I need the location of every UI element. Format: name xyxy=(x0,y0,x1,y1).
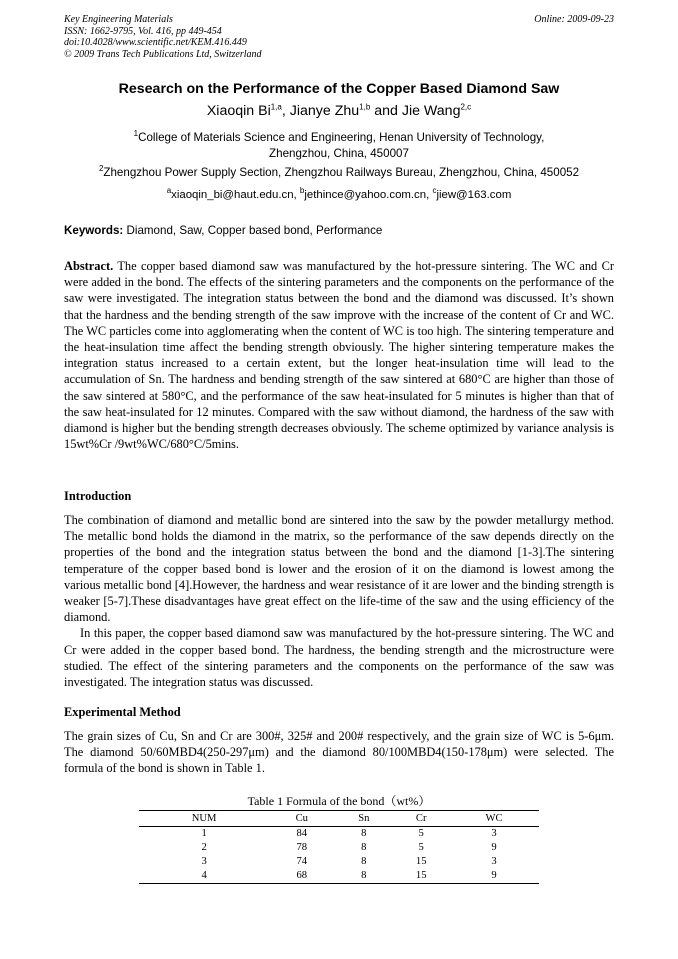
email-address[interactable]: jiew@163.com xyxy=(436,189,512,201)
experimental-heading: Experimental Method xyxy=(64,705,181,719)
table-cell: 8 xyxy=(334,869,393,884)
table-row xyxy=(139,855,539,869)
table-cell: 5 xyxy=(418,828,424,840)
affiliation-1 xyxy=(64,130,614,161)
keywords-label: Keywords: xyxy=(64,224,124,237)
author-separator: , xyxy=(281,103,290,119)
affiliation-sup: 1 xyxy=(133,129,139,139)
keywords-text: Diamond, Saw, Copper based bond, Performance xyxy=(123,224,383,237)
table-cell: 2 xyxy=(201,842,207,854)
online-date: Online: 2009-09-23 xyxy=(534,14,614,25)
formula-table xyxy=(139,810,539,884)
table-cell: 8 xyxy=(361,856,367,868)
table-cell: 3 xyxy=(491,828,497,840)
email-sup: b xyxy=(299,186,305,196)
author-list xyxy=(64,101,614,121)
affiliation-line: Zhengzhou, China, 450007 xyxy=(269,146,409,160)
experimental-paragraph-1: The grain sizes of Cu, Sn and Cr are 300#, 325# and 200# respectively, and the grain size of WC is 5-6μm. The diamond 50/60MBD4(250-297μm) and the diamond 80/100MBD4(150-178μm) were selected. The formula of the bond is shown in Table 1. xyxy=(64,729,614,776)
author-name: Jie Wang xyxy=(401,103,461,119)
table-cell: 9 xyxy=(491,842,497,854)
table-cell: 4 xyxy=(139,869,269,884)
table-header-cell: WC xyxy=(449,811,539,827)
email-address[interactable]: xiaoqin_bi@haut.edu.cn xyxy=(171,189,294,201)
table-cell: 1 xyxy=(201,828,207,840)
table-cell: 15 xyxy=(393,869,449,884)
introduction-body xyxy=(64,512,614,690)
table-cell: 15 xyxy=(415,856,427,868)
table-header-cell: Sn xyxy=(334,811,393,827)
author-sup: 1,a xyxy=(270,102,282,112)
table-header-cell: Cr xyxy=(393,811,449,827)
author-name: Jianye Zhu xyxy=(289,103,360,119)
email-separator: , xyxy=(426,189,433,201)
author-sup: 2,c xyxy=(460,102,472,112)
table-row xyxy=(139,827,539,842)
table-cell: 78 xyxy=(296,842,308,854)
email-sup: a xyxy=(166,186,172,196)
table-cell: 68 xyxy=(269,869,334,884)
table-cell: 8 xyxy=(361,828,367,840)
journal-header xyxy=(64,14,262,60)
paper-title: Research on the Performance of the Copper Based Diamond Saw xyxy=(118,81,560,97)
abstract xyxy=(64,258,614,452)
table-header-cell: NUM xyxy=(139,811,269,827)
table-row xyxy=(139,869,539,884)
introduction-heading: Introduction xyxy=(64,489,132,503)
affiliation-sup: 2 xyxy=(98,164,104,174)
author-sup: 1,b xyxy=(359,102,371,112)
email-sup: c xyxy=(432,186,437,196)
email-address[interactable]: jethince@yahoo.com.cn xyxy=(304,189,427,201)
table-cell: 5 xyxy=(418,842,424,854)
table-header-cell: Cu xyxy=(269,811,334,827)
introduction-paragraph-2: In this paper, the copper based diamond saw was manufactured by the hot-pressure sintering. The WC and Cr were added in the copper based bond. The hardness, the bending strength and the microstructure were studied. The effect of the sintering parameters and the components on the performance of the saw was investigated. The integration status was discussed. xyxy=(64,626,614,690)
author-and: and xyxy=(370,103,402,119)
journal-doi: doi:10.4028/www.scientific.net/KEM.416.449 xyxy=(64,37,247,48)
table-row xyxy=(139,841,539,855)
table-header-row xyxy=(139,811,539,827)
table-cell: 3 xyxy=(201,856,207,868)
affiliation-line: Zhengzhou Power Supply Section, Zhengzhou Railways Bureau, Zhengzhou, China, 450052 xyxy=(103,166,580,179)
table-caption: Table 1 Formula of the bond（wt%） xyxy=(247,794,431,808)
abstract-text: The copper based diamond saw was manufactured by the hot-pressure sintering. The WC and Cr were added in the bond. The effects of the sintering parameters and the components on the performance of the saw were investigated. The integration status between the bond and the diamond was discussed. It’s shown that the hardness and the bending strength of the saw improve with the increase of the content of Cr and WC. The WC particles come into agglomerating when the content of WC is too high. The sintering temperature and the heat-insulation time affect the bending strength obviously. The higher sintering temperature makes the integration status increased to a certain extent, but the longer heat-insulation time will lead to the accumulation of Sn. The hardness and bending strength of the saw sintered at 680°C are higher than those of the saw sintered at 580°C, and the performance of the saw heat-insulated for 5 minutes is higher than that of the saw heat-insulated for 12 minutes. Compared with the saw without diamond, the hardness of the saw with diamond is higher but the bending strength decreases obviously. The scheme optimized by variance analysis is 15wt%Cr /9wt%WC/680°C/5mins. xyxy=(64,259,614,452)
affiliation-line: College of Materials Science and Engineering, Henan University of Technology, xyxy=(138,131,545,144)
table-cell: 9 xyxy=(449,869,539,884)
table-cell: 3 xyxy=(491,856,497,868)
email-separator: , xyxy=(293,189,300,201)
journal-issn: ISSN: 1662-9795, Vol. 416, pp 449-454 xyxy=(64,25,222,37)
email-list xyxy=(64,188,614,203)
table-cell: 84 xyxy=(296,828,308,840)
introduction-paragraph-1: The combination of diamond and metallic bond are sintered into the saw by the powder metallurgy method. The metallic bond holds the diamond in the matrix, so the performance of the saw depends directly on the properties of the bond and the integration status between the bond and the diamond [1-3].The sintering temperature of the copper based bond is lower and the erosion of it on the diamond is lowest among the various metallic bond [4].However, the hardness and wear resistance of it are lower and the binding strength is weaker [5-7].These disadvantages have great effect on the life-time of the saw and the using efficiency of the diamond. xyxy=(64,513,614,625)
keywords xyxy=(64,223,614,238)
journal-copyright: © 2009 Trans Tech Publications Ltd, Switzerland xyxy=(64,48,262,60)
author-name: Xiaoqin Bi xyxy=(206,103,271,119)
table-cell: 74 xyxy=(296,856,308,868)
table-cell: 8 xyxy=(361,842,367,854)
abstract-label: Abstract. xyxy=(64,259,114,273)
journal-name: Key Engineering Materials xyxy=(64,14,173,25)
affiliation-2 xyxy=(64,165,614,181)
